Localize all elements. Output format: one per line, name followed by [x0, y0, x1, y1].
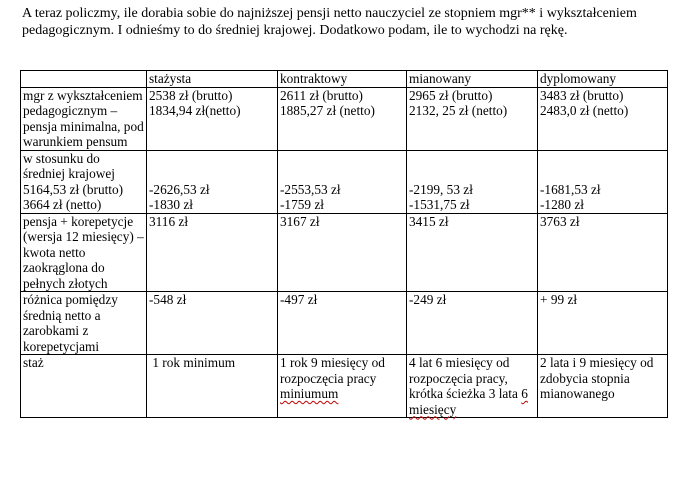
cell-diff-brutto: -1681,53 zł — [540, 181, 601, 197]
header-cell-mianowany: mianowany — [407, 71, 538, 88]
intro-line-1: A teraz policzmy, ile dorabia sobie do najniższej pensji netto nauczyciel ze stopniem mgr** i wykształceniem — [22, 6, 637, 21]
header-cell-stazysta: stażysta — [147, 71, 278, 88]
table-row-salary-plus-tutoring — [21, 213, 668, 292]
table-cell — [278, 355, 407, 418]
row-label: staż — [21, 355, 147, 418]
row-label: w stosunku do średniej krajowej 5164,53 zł (brutto) 3664 zł (netto) — [21, 150, 147, 213]
cell-diff-brutto: -2626,53 zł — [149, 181, 210, 197]
cell-diff-netto: -1759 zł — [280, 197, 324, 212]
table-cell — [538, 150, 668, 213]
table-row-difference — [21, 292, 668, 355]
cell-netto: 1885,27 zł (netto) — [280, 103, 375, 118]
spellcheck-underlined-text: 6 miesięcy — [409, 386, 528, 417]
table-cell: 3763 zł — [538, 213, 668, 292]
cell-netto: 2132, 25 zł (netto) — [409, 103, 508, 118]
table-cell — [147, 87, 278, 150]
table-cell: 3116 zł — [147, 213, 278, 292]
cell-diff-brutto: -2553,53 zł — [280, 181, 341, 197]
cell-brutto: 2538 zł (brutto) — [149, 87, 233, 103]
table-cell: 3415 zł — [407, 213, 538, 292]
table-cell — [538, 87, 668, 150]
table-cell: -548 zł — [147, 292, 278, 355]
intro-line-2: pedagogicznym. I odnieśmy to do średniej krajowej. Dodatkowo podam, ile to wychodzi na rękę. — [22, 23, 568, 38]
table-cell — [278, 150, 407, 213]
table-row-minimum-salary — [21, 87, 668, 150]
cell-diff-netto: -1830 zł — [149, 197, 193, 212]
table-row-seniority — [21, 355, 668, 418]
header-cell-kontraktowy: kontraktowy — [278, 71, 407, 88]
row-label: pensja + korepetycje (wersja 12 miesięcy) – kwota netto zaokrąglona do pełnych złotych — [21, 213, 147, 292]
header-cell-dyplomowany: dyplomowany — [538, 71, 668, 88]
cell-diff-netto: -1531,75 zł — [409, 197, 470, 212]
table-cell — [147, 150, 278, 213]
cell-text: 4 lat 6 miesięcy od rozpoczęcia pracy, krótka ścieżka 3 lata — [409, 355, 522, 401]
spellcheck-underlined-text: miniumum — [280, 386, 339, 401]
cell-netto: 1834,94 zł(netto) — [149, 103, 241, 118]
row-label: różnica pomiędzy średnią netto a zarobkami z korepetycjami — [21, 292, 147, 355]
table-cell — [407, 87, 538, 150]
table-cell — [407, 355, 538, 418]
table-cell: 3167 zł — [278, 213, 407, 292]
table-cell: -249 zł — [407, 292, 538, 355]
table-cell: + 99 zł — [538, 292, 668, 355]
cell-diff-netto: -1280 zł — [540, 197, 584, 212]
row-label: mgr z wykształceniem pedagogicznym – pensja minimalna, pod warunkiem pensum — [21, 87, 147, 150]
intro-paragraph — [22, 5, 672, 39]
cell-text: 1 rok 9 miesięcy od rozpoczęcia pracy — [280, 355, 385, 386]
table-header-row — [21, 71, 668, 88]
table-cell: -497 zł — [278, 292, 407, 355]
cell-brutto: 3483 zł (brutto) — [540, 87, 624, 103]
table-cell — [407, 150, 538, 213]
cell-netto: 2483,0 zł (netto) — [540, 103, 629, 118]
table-cell — [278, 87, 407, 150]
header-cell-empty — [21, 71, 147, 88]
table-cell: 1 rok minimum — [147, 355, 278, 418]
salary-table — [20, 70, 668, 418]
table-row-vs-national-average — [21, 150, 668, 213]
cell-brutto: 2965 zł (brutto) — [409, 87, 493, 103]
cell-brutto: 2611 zł (brutto) — [280, 87, 363, 103]
cell-diff-brutto: -2199, 53 zł — [409, 181, 473, 197]
table-cell: 2 lata i 9 miesięcy od zdobycia stopnia mianowanego — [538, 355, 668, 418]
